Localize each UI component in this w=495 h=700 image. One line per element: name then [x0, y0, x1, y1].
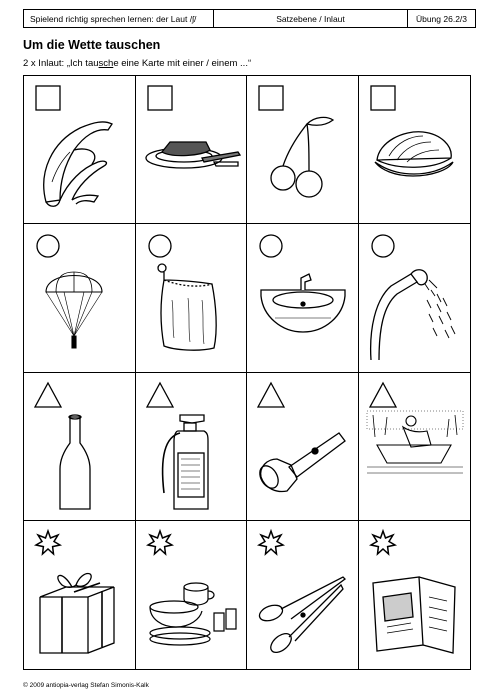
- fisher-in-boat-icon: [367, 409, 463, 513]
- triangle-symbol-icon: [369, 381, 397, 409]
- card-bottle: [24, 373, 136, 521]
- instruction-part-2: e eine Karte mit einer / einem ...“: [113, 58, 252, 69]
- shower-head-icon: [367, 260, 463, 364]
- card-fire-extinguisher: [136, 373, 248, 521]
- card-fisher-boat: [359, 373, 471, 521]
- fire-extinguisher-icon: [144, 409, 240, 513]
- card-washbasin: [247, 224, 359, 372]
- worksheet-header: [23, 9, 476, 28]
- flashlight-icon: [255, 409, 351, 513]
- square-symbol-icon: [257, 84, 285, 112]
- card-wallet: [359, 521, 471, 669]
- triangle-symbol-icon: [146, 381, 174, 409]
- circle-symbol-icon: [257, 232, 285, 260]
- square-symbol-icon: [146, 84, 174, 112]
- card-seashell: [359, 76, 471, 224]
- triangle-symbol-icon: [257, 381, 285, 409]
- banana-peel-icon: [32, 112, 128, 216]
- card-banana-peel: [24, 76, 136, 224]
- scissors-icon: [255, 557, 351, 661]
- card-flashlight: [247, 373, 359, 521]
- wallet-icon: [367, 557, 463, 661]
- dishes-icon: [144, 557, 240, 661]
- card-scissors: [247, 521, 359, 669]
- header-series-title: Spielend richtig sprechen lernen: der Laut /ʃ/: [24, 10, 214, 27]
- seashell-icon: [367, 112, 463, 216]
- card-washcloth: [136, 224, 248, 372]
- circle-symbol-icon: [34, 232, 62, 260]
- instruction-part-1: 2 x Inlaut: „Ich tau: [23, 58, 99, 69]
- square-symbol-icon: [34, 84, 62, 112]
- page-title: Um die Wette tauschen: [23, 38, 161, 52]
- instruction-underlined-sound: sch: [98, 58, 114, 69]
- star-symbol-icon: [34, 529, 62, 557]
- star-symbol-icon: [369, 529, 397, 557]
- card-gift-box: [24, 521, 136, 669]
- circle-symbol-icon: [146, 232, 174, 260]
- star-symbol-icon: [146, 529, 174, 557]
- triangle-symbol-icon: [34, 381, 62, 409]
- washcloth-icon: [144, 260, 240, 364]
- copyright-footer: © 2009 antiopia-verlag Stefan Simonis-Kalk: [23, 682, 149, 689]
- parachute-icon: [32, 260, 128, 364]
- card-cherries: [247, 76, 359, 224]
- plate-with-bread-icon: [144, 112, 240, 216]
- card-plate-bread: [136, 76, 248, 224]
- card-dishes: [136, 521, 248, 669]
- gift-box-icon: [32, 557, 128, 661]
- header-exercise-number: Übung 26.2/3: [415, 13, 468, 24]
- washbasin-icon: [255, 260, 351, 364]
- card-shower-head: [359, 224, 471, 372]
- star-symbol-icon: [257, 529, 285, 557]
- card-grid: [23, 75, 471, 670]
- instruction-text: [23, 58, 251, 69]
- square-symbol-icon: [369, 84, 397, 112]
- cherries-icon: [255, 112, 351, 216]
- card-parachute: [24, 224, 136, 372]
- header-level: Satzebene / Inlaut: [214, 10, 408, 27]
- bottle-icon: [32, 409, 128, 513]
- circle-symbol-icon: [369, 232, 397, 260]
